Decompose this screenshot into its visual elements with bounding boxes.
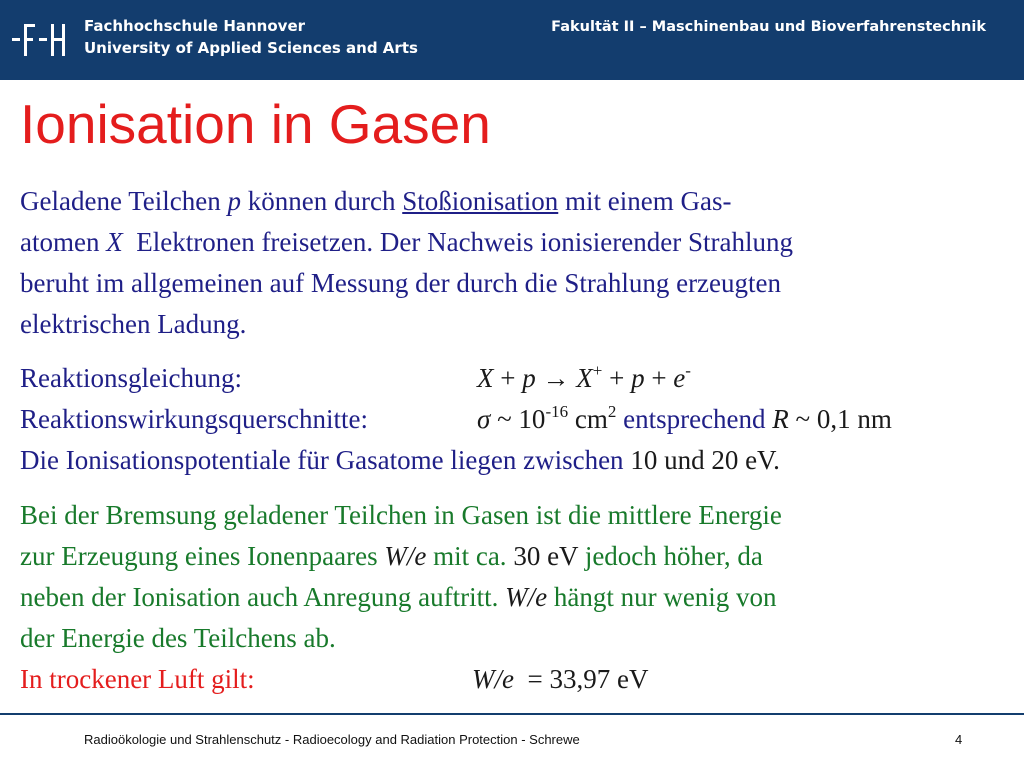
symbol-p: p <box>522 363 536 393</box>
text-span: entsprechend <box>616 404 773 434</box>
text-span: Elektronen freisetzen. Der Nachweis ionisierender Strahlung <box>122 227 793 257</box>
para2-line1: Bei der Bremsung geladener Teilchen in Gasen ist die mittlere Energie <box>20 500 782 530</box>
symbol-e: e <box>673 363 686 393</box>
para2-line2 <box>20 536 763 577</box>
faculty-name: Fakultät II – Maschinenbau und Bioverfahrenstechnik <box>551 19 986 35</box>
footer-divider <box>0 713 1024 715</box>
reaction-line <box>20 358 242 399</box>
text-span: neben der Ionisation auch Anregung auftritt. <box>20 582 506 612</box>
plus-sign: + <box>493 363 523 393</box>
cross-section-line <box>20 399 368 440</box>
page-number: 4 <box>955 732 963 747</box>
unit: cm <box>568 404 608 434</box>
reaction-label: Reaktionsgleichung: <box>20 363 242 393</box>
text-span: zur Erzeugung eines Ionenpaares <box>20 541 385 571</box>
text-span: mit einem Gas- <box>558 186 732 216</box>
symbol-x: X <box>106 227 123 257</box>
text-span: hängt nur wenig von <box>547 582 777 612</box>
dry-air-value: = 33,97 eV <box>513 664 649 694</box>
text-span: können durch <box>241 186 403 216</box>
university-line-1: Fachhochschule Hannover <box>84 17 306 35</box>
arrow-icon: → <box>535 363 577 393</box>
plus-sign: + <box>644 363 674 393</box>
value-30ev: 30 eV <box>513 541 579 571</box>
para1-line2 <box>20 222 793 263</box>
university-line-2: University of Applied Sciences and Arts <box>84 39 418 57</box>
fh-logo <box>12 20 70 60</box>
symbol-p: p <box>227 186 242 216</box>
symbol-sigma: σ <box>477 404 491 434</box>
dry-air-label: In trockener Luft gilt: <box>20 664 255 694</box>
potential-range: 10 und 20 eV. <box>630 445 780 475</box>
superscript-plus: + <box>592 361 603 380</box>
symbol-r: R <box>772 404 789 434</box>
fh-logo-icon <box>12 20 70 60</box>
symbol-x: X <box>477 363 494 393</box>
symbol-x-ion: X <box>576 363 593 393</box>
text-span: jedoch höher, da <box>578 541 763 571</box>
university-name <box>84 15 418 59</box>
slide-title: Ionisation in Gasen <box>20 93 491 155</box>
text-span: Geladene Teilchen <box>20 186 228 216</box>
para1-line3: beruht im allgemeinen auf Messung der durch die Strahlung erzeugten <box>20 268 782 298</box>
para2-line3 <box>20 577 777 618</box>
para1-line1 <box>20 181 731 222</box>
symbol-we: W/e <box>384 541 427 571</box>
symbol-p: p <box>631 363 645 393</box>
unit-exponent: 2 <box>607 402 617 421</box>
tilde-value: ~ 10 <box>490 404 546 434</box>
text-span: mit ca. <box>426 541 514 571</box>
footer-text: Radioökologie und Strahlenschutz - Radioecology and Radiation Protection - Schrewe <box>84 732 580 747</box>
symbol-we: W/e <box>505 582 548 612</box>
plus-sign: + <box>602 363 632 393</box>
stossionisation-link[interactable]: Stoßionisation <box>402 186 559 216</box>
exponent: -16 <box>545 402 569 421</box>
header-bar <box>0 0 1024 80</box>
reaction-formula <box>477 358 691 399</box>
text-span: atomen <box>20 227 107 257</box>
text-span: Die Ionisationspotentiale für Gasatome liegen zwischen <box>20 445 631 475</box>
dry-air-formula <box>472 659 648 700</box>
cross-section-label: Reaktionswirkungsquerschnitte: <box>20 404 368 434</box>
potentials-line <box>20 440 780 481</box>
radius-value: ~ 0,1 nm <box>788 404 892 434</box>
cross-section-formula <box>477 399 892 440</box>
para1-line4: elektrischen Ladung. <box>20 309 247 339</box>
para2-line4: der Energie des Teilchens ab. <box>20 623 336 653</box>
symbol-we: W/e <box>472 664 514 694</box>
superscript-minus: - <box>685 361 691 380</box>
